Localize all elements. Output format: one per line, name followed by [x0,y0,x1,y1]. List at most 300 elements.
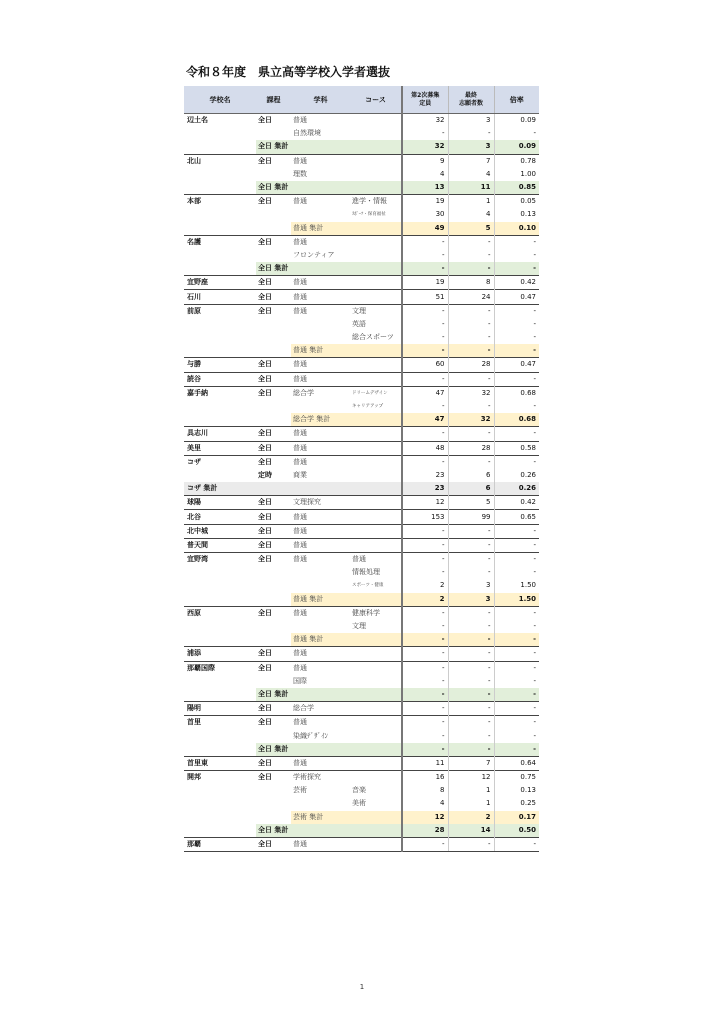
cell-shigan: 3 [448,114,494,128]
cell-course [350,413,402,427]
cell-gakka: 芸術 集計 [291,811,350,824]
cell-course [350,235,402,249]
cell-gakka: 総合学 [291,702,350,716]
cell-shigan: - [448,318,494,331]
cell-bairitsu: 0.13 [494,784,539,797]
cell-shigan: - [448,688,494,702]
cell-shigan: - [448,606,494,620]
cell-bairitsu: - [494,837,539,851]
table-row [184,304,539,318]
cell-school [184,127,256,140]
cell-gakka: 普通 [291,661,350,675]
cell-school [184,620,256,633]
cell-shigan: - [448,743,494,757]
cell-bairitsu: 0.42 [494,496,539,510]
table-row [184,154,539,168]
table-body [184,114,539,852]
cell-teiin: - [402,716,448,730]
cell-teiin: 19 [402,195,448,209]
table-row [184,249,539,262]
cell-school: 北山 [184,154,256,168]
cell-bairitsu: 1.50 [494,579,539,592]
cell-katei: 全日 [256,154,291,168]
cell-school [184,784,256,797]
cell-katei: 全日 集計 [256,688,291,702]
subtotal-row [184,344,539,358]
cell-bairitsu: - [494,127,539,140]
cell-teiin: 19 [402,276,448,290]
cell-teiin: - [402,344,448,358]
cell-gakka [291,262,350,276]
cell-course: 音楽 [352,786,366,795]
cell-school: 宜野湾 [184,553,256,567]
cell-course: 健康科学 [350,606,402,620]
cell-school [184,262,256,276]
cell-course: ｽﾎﾟｰﾂ・保育福祉 [352,212,386,218]
cell-bairitsu: - [494,400,539,413]
cell-shigan: - [448,455,494,469]
cell-course: 英語 [352,319,366,328]
cell-katei [256,127,291,140]
subtotal-row [184,262,539,276]
cell-shigan: - [448,235,494,249]
cell-school [184,824,256,838]
cell-katei: 全日 [256,756,291,770]
cell-course [350,181,402,195]
cell-katei: 全日 [256,496,291,510]
cell-course [350,482,402,496]
cell-school: 首里 [184,716,256,730]
cell-teiin: - [402,837,448,851]
cell-gakka: 文理探究 [291,496,350,510]
cell-katei: 全日 [256,716,291,730]
cell-bairitsu: 1.00 [494,168,539,181]
cell-teiin: 32 [402,140,448,154]
cell-shigan: - [448,729,494,742]
cell-teiin: - [402,331,448,344]
cell-bairitsu: 0.26 [494,482,539,496]
cell-school: 美里 [184,441,256,455]
cell-shigan: - [448,716,494,730]
table-row [184,276,539,290]
cell-gakka: 自然環境 [293,129,321,138]
cell-gakka: 普通 [291,276,350,290]
cell-katei: 全日 [256,702,291,716]
results-table [184,86,539,852]
cell-gakka: 理数 [293,169,307,178]
subtotal-row [184,413,539,427]
cell-teiin: 12 [402,496,448,510]
cell-school: 具志川 [184,427,256,441]
cell-teiin: 32 [402,114,448,128]
cell-gakka: 普通 [291,427,350,441]
cell-gakka: 普通 [291,441,350,455]
table-row [184,195,539,209]
cell-school: 読谷 [184,372,256,386]
cell-teiin: 49 [402,222,448,236]
subtotal-row [184,688,539,702]
cell-course [350,811,402,824]
cell-school [184,675,256,688]
cell-shigan: 2 [448,811,494,824]
cell-school [184,579,256,592]
subtotal-row [184,222,539,236]
cell-shigan: - [448,400,494,413]
table-row [184,661,539,675]
subtotal-row [184,811,539,824]
cell-school: コザ [184,455,256,469]
cell-katei [256,784,291,797]
subtotal-row [184,633,539,647]
cell-teiin: 8 [402,784,448,797]
cell-gakka: 普通 [291,235,350,249]
cell-gakka: 染織ﾃﾞｻﾞｲﾝ [293,731,328,740]
cell-katei: 全日 [256,771,291,785]
table-row [184,290,539,304]
cell-school: 北中城 [184,524,256,538]
cell-school: 那覇国際 [184,661,256,675]
cell-teiin: 153 [402,510,448,524]
table-row [184,620,539,633]
cell-bairitsu: 0.58 [494,441,539,455]
cell-shigan: - [448,633,494,647]
cell-course [350,647,402,661]
cell-bairitsu: 0.47 [494,290,539,304]
cell-gakka: 普通 [291,114,350,128]
cell-shigan: - [448,566,494,579]
cell-school [184,729,256,742]
cell-teiin: - [402,729,448,742]
cell-teiin: - [402,661,448,675]
cell-school [184,168,256,181]
cell-course [350,743,402,757]
cell-shigan: - [448,262,494,276]
cell-school: 石川 [184,290,256,304]
cell-katei: 全日 [256,290,291,304]
cell-course [350,140,402,154]
table-row [184,538,539,552]
cell-teiin: - [402,127,448,140]
cell-shigan: 11 [448,181,494,195]
cell-school [184,688,256,702]
cell-shigan: - [448,675,494,688]
cell-school: 首里東 [184,756,256,770]
cell-katei [256,413,291,427]
cell-katei [256,797,291,810]
cell-school [184,400,256,413]
cell-shigan: 5 [448,222,494,236]
cell-course [350,168,402,181]
cell-katei [256,593,291,607]
cell-course [350,593,402,607]
cell-school: 普天間 [184,538,256,552]
cell-shigan: - [448,837,494,851]
cell-course: スポーツ・健康 [352,583,384,589]
cell-teiin: - [402,400,448,413]
cell-katei [256,318,291,331]
cell-course: 情報処理 [352,568,380,577]
cell-teiin: 2 [402,579,448,592]
cell-bairitsu: 0.09 [494,114,539,128]
cell-katei: 全日 [256,386,291,400]
cell-shigan: 8 [448,276,494,290]
table-row [184,647,539,661]
table-row [184,553,539,567]
cell-school: 陽明 [184,702,256,716]
cell-shigan: 3 [448,593,494,607]
cell-gakka: 普通 [291,553,350,567]
cell-katei [256,208,291,221]
cell-school: 名護 [184,235,256,249]
cell-bairitsu: - [494,318,539,331]
table-header [184,86,539,114]
cell-bairitsu: 0.68 [494,413,539,427]
cell-shigan: 14 [448,824,494,838]
cell-gakka: 普通 [291,195,350,209]
cell-katei: 全日 [256,538,291,552]
cell-gakka [291,400,350,413]
cell-shigan: - [448,427,494,441]
cell-katei [256,249,291,262]
cell-bairitsu: - [494,235,539,249]
cell-gakka [291,181,350,195]
cell-gakka: 普通 [291,304,350,318]
cell-bairitsu: 0.13 [494,208,539,221]
header-shigan [448,86,494,114]
cell-gakka [291,140,350,154]
school-total-row [184,482,539,496]
cell-teiin: 47 [402,413,448,427]
cell-course [350,469,402,482]
cell-bairitsu: - [494,620,539,633]
cell-bairitsu: 0.78 [494,154,539,168]
cell-gakka [291,566,350,579]
table-row [184,566,539,579]
cell-katei: 全日 [256,837,291,851]
cell-gakka [291,482,350,496]
cell-shigan: - [448,249,494,262]
table-row [184,579,539,592]
cell-course [350,824,402,838]
cell-shigan: 7 [448,756,494,770]
header-shigan-line2: 志願者数 [458,99,483,107]
cell-shigan: - [448,344,494,358]
cell-course [350,716,402,730]
table-row [184,127,539,140]
cell-shigan: - [448,702,494,716]
cell-teiin: 60 [402,358,448,372]
cell-bairitsu: 0.47 [494,358,539,372]
cell-shigan: 28 [448,358,494,372]
cell-bairitsu: - [494,427,539,441]
cell-teiin: - [402,455,448,469]
cell-bairitsu: - [494,675,539,688]
subtotal-row [184,824,539,838]
cell-teiin: - [402,538,448,552]
cell-course [350,661,402,675]
cell-school [184,249,256,262]
cell-course: 普通 [350,553,402,567]
cell-course [350,441,402,455]
cell-school: 与勝 [184,358,256,372]
cell-school [184,593,256,607]
cell-teiin: - [402,688,448,702]
cell-bairitsu: - [494,344,539,358]
table-row [184,386,539,400]
cell-course [350,510,402,524]
cell-katei: 全日 [256,455,291,469]
cell-katei [256,566,291,579]
cell-gakka [291,318,350,331]
cell-shigan: 1 [448,784,494,797]
cell-bairitsu: - [494,702,539,716]
cell-katei [256,579,291,592]
cell-bairitsu: - [494,249,539,262]
table-row [184,837,539,851]
cell-bairitsu: - [494,716,539,730]
cell-gakka [291,208,350,221]
cell-shigan: 12 [448,771,494,785]
cell-teiin: 11 [402,756,448,770]
cell-katei: 全日 [256,647,291,661]
cell-shigan: - [448,331,494,344]
cell-teiin: - [402,262,448,276]
cell-shigan: 1 [448,797,494,810]
cell-katei: 全日 [256,114,291,128]
cell-bairitsu: 0.42 [494,276,539,290]
cell-teiin: - [402,620,448,633]
cell-teiin: - [402,372,448,386]
cell-teiin: - [402,566,448,579]
cell-shigan: 24 [448,290,494,304]
cell-teiin: 23 [402,469,448,482]
cell-course [350,372,402,386]
cell-gakka: 普通 [291,538,350,552]
cell-school [184,344,256,358]
cell-course: 美術 [352,799,366,808]
cell-gakka: 普通 [291,837,350,851]
header-teiin-line1: 第2次募集 [411,91,440,99]
cell-gakka: 普通 [291,510,350,524]
cell-katei [256,675,291,688]
cell-course [350,127,402,140]
cell-school [184,222,256,236]
cell-bairitsu: 0.10 [494,222,539,236]
cell-katei: 全日 [256,195,291,209]
cell-course [350,249,402,262]
cell-bairitsu: - [494,633,539,647]
cell-gakka [291,824,350,838]
header-shigan-line1: 最終 [464,91,477,99]
cell-school: 北谷 [184,510,256,524]
table-row [184,675,539,688]
cell-school: 浦添 [184,647,256,661]
cell-bairitsu: - [494,538,539,552]
cell-gakka: 普通 集計 [291,593,350,607]
cell-gakka: 総合学 集計 [291,413,350,427]
cell-gakka [291,331,350,344]
cell-katei: 全日 [256,358,291,372]
cell-school: 本部 [184,195,256,209]
cell-katei: 全日 集計 [256,824,291,838]
cell-bairitsu: 0.75 [494,771,539,785]
cell-shigan: 4 [448,168,494,181]
table-row [184,797,539,810]
cell-bairitsu: 1.50 [494,593,539,607]
cell-gakka: 普通 集計 [291,344,350,358]
cell-shigan: 32 [448,386,494,400]
cell-bairitsu: - [494,647,539,661]
cell-teiin: 51 [402,290,448,304]
cell-shigan: - [448,538,494,552]
cell-teiin: 48 [402,441,448,455]
table-row [184,168,539,181]
cell-teiin: - [402,235,448,249]
cell-gakka: 普通 [291,647,350,661]
cell-school: 前原 [184,304,256,318]
table-row [184,716,539,730]
cell-katei [256,620,291,633]
cell-gakka: 普通 集計 [291,222,350,236]
cell-katei [256,811,291,824]
cell-gakka [291,797,350,810]
cell-teiin: - [402,606,448,620]
cell-bairitsu: - [494,729,539,742]
cell-gakka [291,579,350,592]
cell-katei: 全日 集計 [256,140,291,154]
header-bairitsu: 倍率 [494,86,539,114]
cell-teiin: - [402,743,448,757]
page-number: 1 [359,983,365,991]
cell-gakka: 普通 [291,290,350,304]
cell-katei: 全日 [256,372,291,386]
cell-course [350,427,402,441]
cell-bairitsu: - [494,743,539,757]
cell-katei: 全日 [256,235,291,249]
cell-katei [256,168,291,181]
cell-gakka: 普通 [291,756,350,770]
cell-school: 宜野座 [184,276,256,290]
cell-bairitsu: - [494,372,539,386]
cell-course [350,262,402,276]
cell-bairitsu: 0.26 [494,469,539,482]
cell-bairitsu: - [494,566,539,579]
cell-bairitsu: - [494,688,539,702]
cell-bairitsu: - [494,553,539,567]
table-row [184,372,539,386]
cell-school [184,318,256,331]
cell-teiin: 2 [402,593,448,607]
cell-course: 総合スポーツ [352,333,394,342]
cell-course: 進学・情報 [350,195,402,209]
cell-shigan: - [448,372,494,386]
cell-school [184,331,256,344]
cell-course: 文理 [350,304,402,318]
cell-shigan: - [448,661,494,675]
cell-course: ドリームデザイン [350,386,402,400]
cell-shigan: 4 [448,208,494,221]
cell-gakka: 普通 [291,358,350,372]
header-gakka: 学科 [291,86,350,114]
header-teiin-line2: 定員 [419,99,432,107]
cell-gakka [291,688,350,702]
cell-course [350,496,402,510]
table-row [184,469,539,482]
cell-school [184,181,256,195]
cell-shigan: 7 [448,154,494,168]
table-row [184,455,539,469]
cell-katei [256,331,291,344]
